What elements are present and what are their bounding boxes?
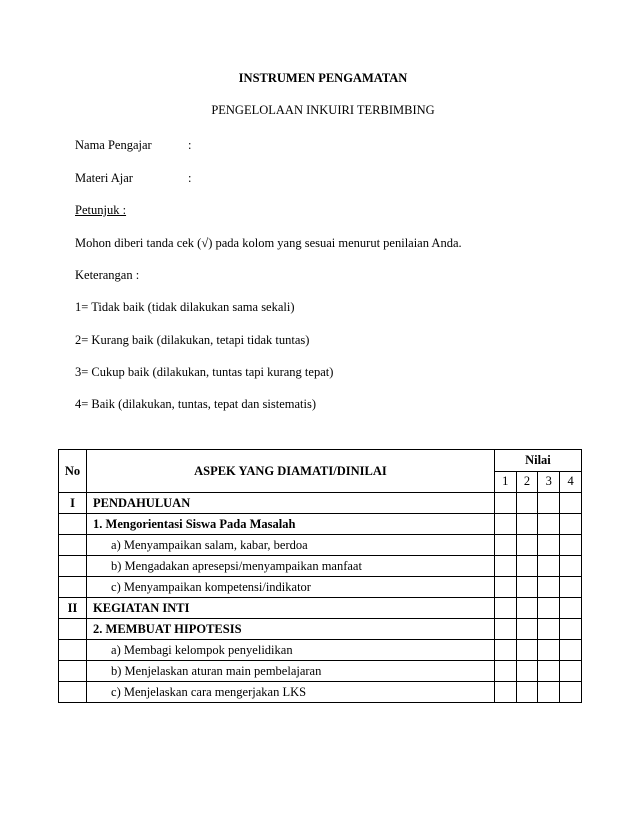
score-cell[interactable] (516, 514, 538, 535)
score-header-3: 3 (538, 471, 560, 493)
score-cell[interactable] (494, 619, 516, 640)
score-cell[interactable] (538, 577, 560, 598)
table-row (59, 661, 582, 682)
aspect-item: a) Menyampaikan salam, kabar, berdoa (87, 535, 495, 556)
score-cell[interactable] (516, 619, 538, 640)
table-row (59, 556, 582, 577)
table-row (59, 640, 582, 661)
row-no (59, 556, 87, 577)
petunjuk-label: Petunjuk : (75, 203, 127, 217)
aspect-item: b) Mengadakan apresepsi/menyampaikan manfaat (87, 556, 495, 577)
score-cell[interactable] (516, 661, 538, 682)
scale-item-4: 4= Baik (dilakukan, tuntas, tepat dan sistematis) (75, 397, 317, 411)
row-no (59, 661, 87, 682)
score-cell[interactable] (494, 514, 516, 535)
score-cell[interactable] (560, 598, 582, 619)
score-cell[interactable] (560, 577, 582, 598)
score-cell[interactable] (538, 514, 560, 535)
score-cell[interactable] (516, 556, 538, 577)
score-cell[interactable] (560, 661, 582, 682)
section-title: KEGIATAN INTI (87, 598, 495, 619)
col-aspek-header: ASPEK YANG DIAMATI/DINILAI (87, 450, 495, 493)
aspect-item: b) Menjelaskan aturan main pembelajaran (87, 661, 495, 682)
score-cell[interactable] (516, 640, 538, 661)
materi-label: Materi Ajar (75, 171, 133, 185)
table-row (59, 682, 582, 703)
row-no (59, 682, 87, 703)
row-no (59, 577, 87, 598)
score-cell[interactable] (538, 556, 560, 577)
aspect-item: c) Menjelaskan cara mengerjakan LKS (87, 682, 495, 703)
col-no-header: No (59, 450, 87, 493)
score-cell[interactable] (538, 598, 560, 619)
row-no (59, 514, 87, 535)
score-cell[interactable] (494, 535, 516, 556)
score-header-2: 2 (516, 471, 538, 493)
materi-colon: : (188, 171, 192, 185)
table-row (59, 514, 582, 535)
score-cell[interactable] (560, 535, 582, 556)
scale-item-2: 2= Kurang baik (dilakukan, tetapi tidak tuntas) (75, 333, 310, 347)
col-nilai-header: Nilai (494, 450, 581, 472)
table-row (59, 577, 582, 598)
scale-item-1: 1= Tidak baik (tidak dilakukan sama sekali) (75, 300, 295, 314)
score-header-1: 1 (494, 471, 516, 493)
row-no (59, 535, 87, 556)
score-header-4: 4 (560, 471, 582, 493)
score-cell[interactable] (516, 577, 538, 598)
row-no: I (59, 493, 87, 514)
score-cell[interactable] (538, 535, 560, 556)
row-no (59, 619, 87, 640)
table-row (59, 535, 582, 556)
aspect-item: c) Menyampaikan kompetensi/indikator (87, 577, 495, 598)
score-cell[interactable] (560, 514, 582, 535)
score-cell[interactable] (560, 556, 582, 577)
pengajar-colon: : (188, 138, 192, 152)
score-cell[interactable] (538, 682, 560, 703)
score-cell[interactable] (538, 493, 560, 514)
score-cell[interactable] (494, 556, 516, 577)
document-title: INSTRUMEN PENGAMATAN (238, 71, 408, 85)
keterangan-label: Keterangan : (75, 268, 140, 282)
table-row (59, 598, 582, 619)
score-cell[interactable] (538, 619, 560, 640)
row-no: II (59, 598, 87, 619)
aspect-item: a) Membagi kelompok penyelidikan (87, 640, 495, 661)
score-cell[interactable] (560, 493, 582, 514)
table-row (59, 619, 582, 640)
score-cell[interactable] (494, 493, 516, 514)
score-cell[interactable] (494, 661, 516, 682)
score-cell[interactable] (494, 682, 516, 703)
score-cell[interactable] (516, 535, 538, 556)
scale-item-3: 3= Cukup baik (dilakukan, tuntas tapi kurang tepat) (75, 365, 334, 379)
score-cell[interactable] (560, 619, 582, 640)
score-cell[interactable] (494, 640, 516, 661)
score-cell[interactable] (494, 598, 516, 619)
document-subtitle: PENGELOLAAN INKUIRI TERBIMBING (211, 103, 435, 117)
assessment-table (58, 449, 582, 703)
table-row (59, 493, 582, 514)
row-no (59, 640, 87, 661)
score-cell[interactable] (560, 682, 582, 703)
score-cell[interactable] (538, 661, 560, 682)
score-cell[interactable] (494, 577, 516, 598)
score-cell[interactable] (516, 598, 538, 619)
score-cell[interactable] (538, 640, 560, 661)
section-title: PENDAHULUAN (87, 493, 495, 514)
score-cell[interactable] (560, 640, 582, 661)
subsection-title: 2. MEMBUAT HIPOTESIS (87, 619, 495, 640)
score-cell[interactable] (516, 682, 538, 703)
instruction-text: Mohon diberi tanda cek (√) pada kolom yang sesuai menurut penilaian Anda. (75, 236, 462, 250)
score-cell[interactable] (516, 493, 538, 514)
subsection-title: 1. Mengorientasi Siswa Pada Masalah (87, 514, 495, 535)
pengajar-label: Nama Pengajar (75, 138, 152, 152)
